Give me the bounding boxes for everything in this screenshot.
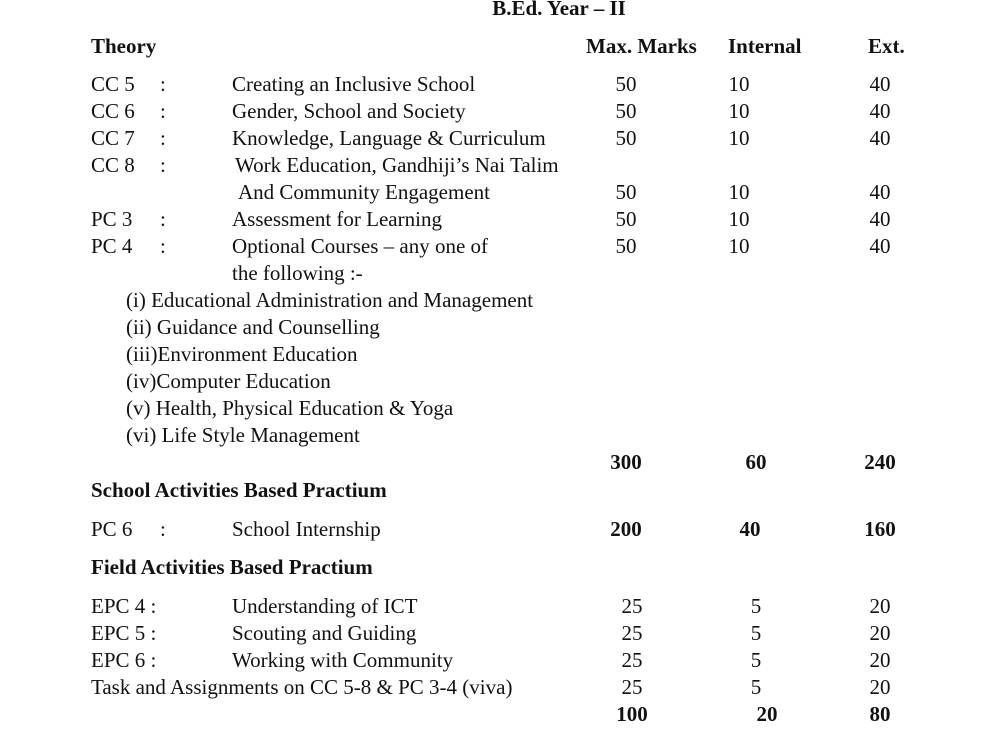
section-heading-theory: Theory bbox=[91, 34, 157, 58]
list-item: (ii) Guidance and Counselling bbox=[126, 315, 380, 339]
course-name: Assessment for Learning bbox=[232, 207, 442, 231]
course-name: Knowledge, Language & Curriculum bbox=[232, 126, 546, 150]
code-separator: : bbox=[160, 153, 166, 177]
course-name: Understanding of ICT bbox=[232, 594, 418, 618]
course-code: CC 6 bbox=[91, 99, 135, 123]
course-name: Gender, School and Society bbox=[232, 99, 466, 123]
course-name: Scouting and Guiding bbox=[232, 621, 417, 645]
course-name-continued: the following :- bbox=[232, 261, 363, 285]
max-marks: 50 bbox=[615, 126, 637, 150]
max-marks: 25 bbox=[621, 648, 643, 672]
internal-marks: 10 bbox=[728, 234, 750, 258]
max-marks: 50 bbox=[615, 207, 637, 231]
max-marks: 25 bbox=[621, 594, 643, 618]
field-total-ext: 80 bbox=[869, 702, 891, 726]
list-item: (v) Health, Physical Education & Yoga bbox=[126, 396, 454, 420]
course-code: EPC 6 : bbox=[91, 648, 157, 672]
course-code: CC 5 bbox=[91, 72, 135, 96]
course-name: Working with Community bbox=[232, 648, 454, 672]
ext-marks: 20 bbox=[869, 594, 891, 618]
code-separator: : bbox=[160, 126, 166, 150]
ext-marks: 40 bbox=[869, 72, 891, 96]
internal-marks: 5 bbox=[750, 594, 762, 618]
list-item: (iv)Computer Education bbox=[126, 369, 331, 393]
ext-marks: 20 bbox=[869, 675, 891, 699]
field-total-internal: 20 bbox=[756, 702, 778, 726]
code-separator: : bbox=[160, 234, 166, 258]
column-header-ext: Ext. bbox=[868, 34, 905, 58]
list-item: (iii)Environment Education bbox=[126, 342, 358, 366]
internal-marks: 10 bbox=[728, 72, 750, 96]
internal-marks: 10 bbox=[728, 207, 750, 231]
ext-marks: 20 bbox=[869, 621, 891, 645]
internal-marks: 10 bbox=[728, 126, 750, 150]
course-name: Optional Courses – any one of bbox=[232, 234, 489, 258]
field-total-max: 100 bbox=[616, 702, 648, 726]
max-marks: 50 bbox=[615, 72, 637, 96]
max-marks: 50 bbox=[615, 99, 637, 123]
course-code: PC 3 bbox=[91, 207, 133, 231]
course-code: PC 4 bbox=[91, 234, 133, 258]
course-code: EPC 4 : bbox=[91, 594, 157, 618]
theory-total-ext: 240 bbox=[864, 450, 896, 474]
ext-marks: 40 bbox=[869, 126, 891, 150]
theory-total-internal: 60 bbox=[745, 450, 767, 474]
code-separator: : bbox=[160, 99, 166, 123]
section-heading-field-activities: Field Activities Based Practium bbox=[91, 555, 373, 579]
course-name: School Internship bbox=[232, 517, 381, 541]
ext-marks: 40 bbox=[869, 207, 891, 231]
max-marks: 50 bbox=[615, 234, 637, 258]
max-marks: 50 bbox=[615, 180, 637, 204]
course-code: PC 6 bbox=[91, 517, 133, 541]
internal-marks: 5 bbox=[750, 675, 762, 699]
course-code: EPC 5 : bbox=[91, 621, 157, 645]
internal-marks: 5 bbox=[750, 621, 762, 645]
max-marks: 25 bbox=[621, 621, 643, 645]
ext-marks: 160 bbox=[864, 517, 896, 541]
ext-marks: 40 bbox=[869, 180, 891, 204]
internal-marks: 10 bbox=[728, 99, 750, 123]
internal-marks: 5 bbox=[750, 648, 762, 672]
page-title: B.Ed. Year – II bbox=[492, 0, 626, 20]
list-item: (vi) Life Style Management bbox=[126, 423, 360, 447]
column-header-internal: Internal bbox=[728, 34, 802, 58]
ext-marks: 20 bbox=[869, 648, 891, 672]
column-header-max-marks: Max. Marks bbox=[586, 34, 697, 58]
ext-marks: 40 bbox=[869, 234, 891, 258]
theory-total-max: 300 bbox=[610, 450, 642, 474]
max-marks: 200 bbox=[610, 517, 642, 541]
task-assignments-label: Task and Assignments on CC 5-8 & PC 3-4 (viva) bbox=[91, 675, 513, 699]
internal-marks: 40 bbox=[739, 517, 761, 541]
course-name: Creating an Inclusive School bbox=[232, 72, 476, 96]
max-marks: 25 bbox=[621, 675, 643, 699]
ext-marks: 40 bbox=[869, 99, 891, 123]
course-name-continued: And Community Engagement bbox=[238, 180, 490, 204]
course-name: Work Education, Gandhiji’s Nai Talim bbox=[235, 153, 559, 177]
section-heading-school-activities: School Activities Based Practium bbox=[91, 478, 387, 502]
course-code: CC 8 bbox=[91, 153, 135, 177]
code-separator: : bbox=[160, 517, 166, 541]
list-item: (i) Educational Administration and Management bbox=[126, 288, 534, 312]
course-code: CC 7 bbox=[91, 126, 135, 150]
code-separator: : bbox=[160, 207, 166, 231]
code-separator: : bbox=[160, 72, 166, 96]
internal-marks: 10 bbox=[728, 180, 750, 204]
